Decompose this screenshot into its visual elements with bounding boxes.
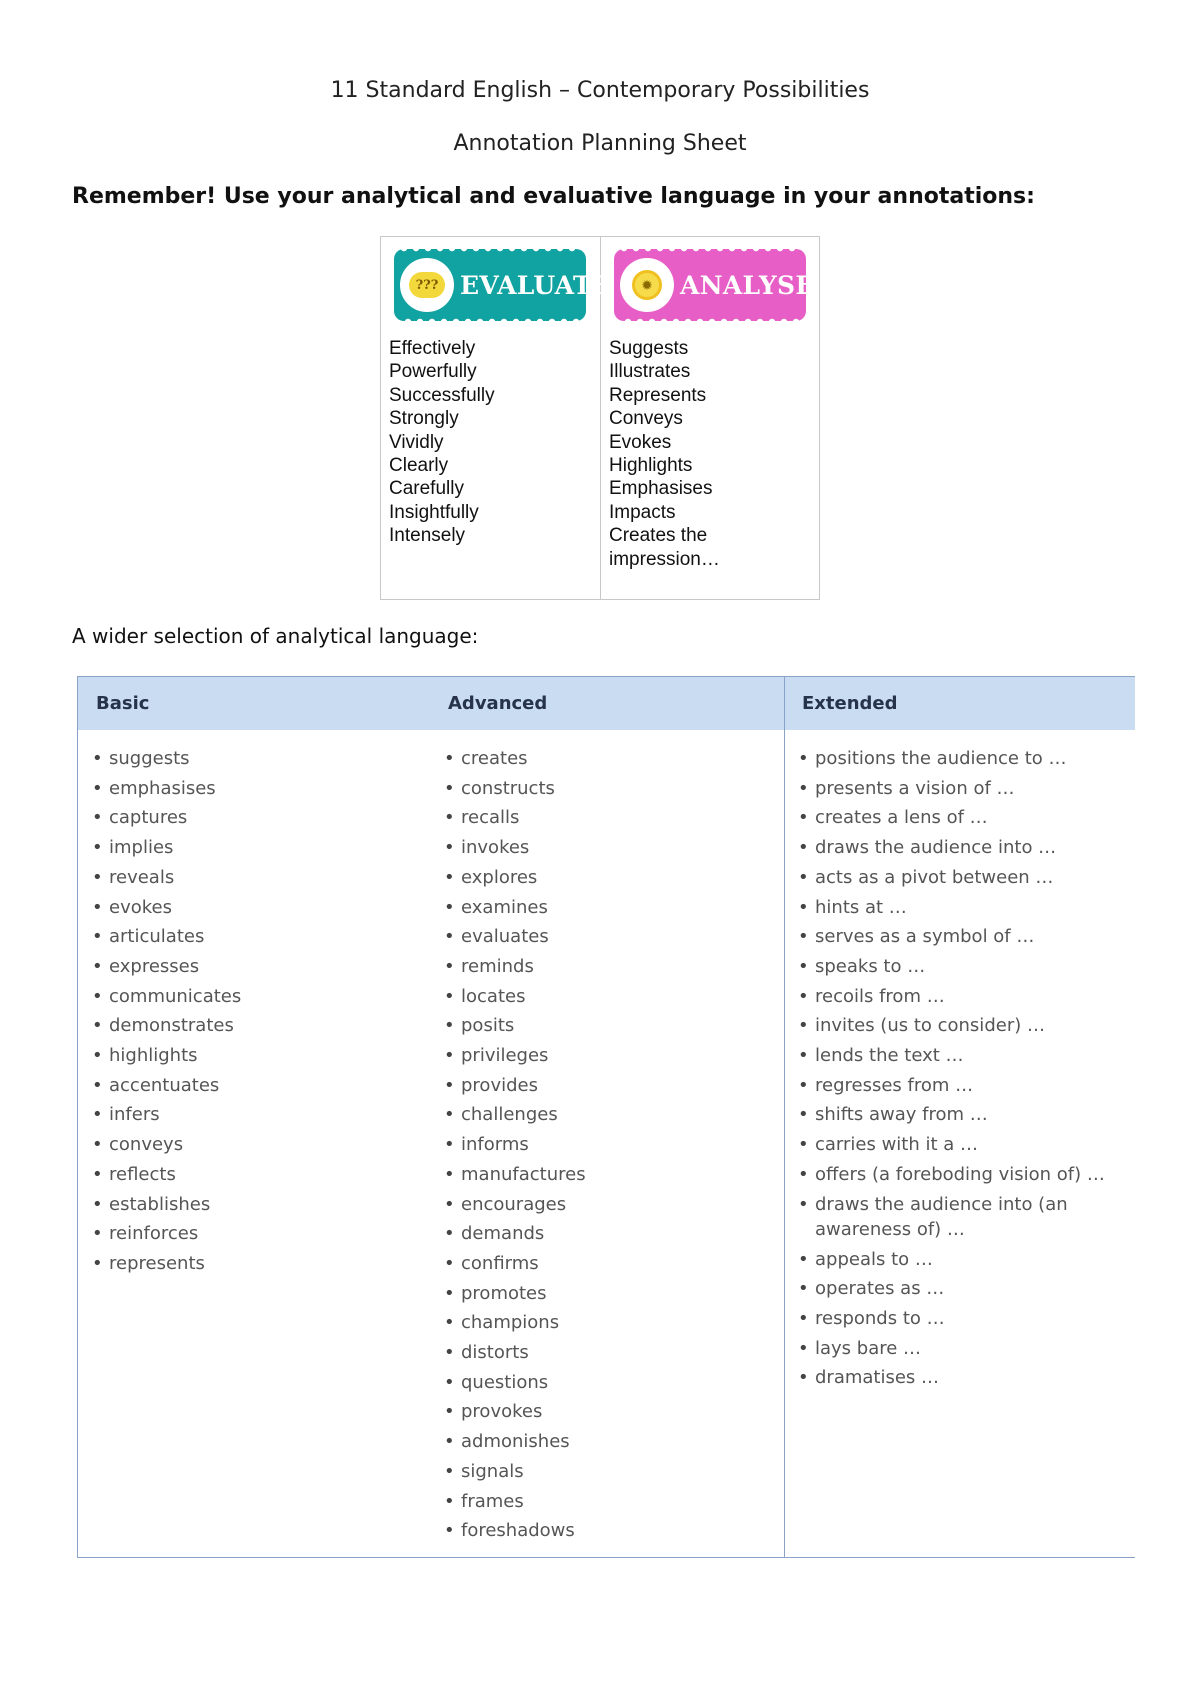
list-item: • informs: [444, 1130, 586, 1160]
list-item: • examines: [444, 893, 586, 923]
list-item: • reflects: [92, 1160, 241, 1190]
list-item: • posits: [444, 1011, 586, 1041]
list-item: • draws the audience into (an awareness of) …: [798, 1190, 1128, 1245]
extended-column-list: [798, 744, 1128, 1393]
list-item: • accentuates: [92, 1071, 241, 1101]
list-item: • invokes: [444, 833, 586, 863]
list-item: • privileges: [444, 1041, 586, 1071]
analyse-word-list: [609, 337, 809, 571]
column-header-extended: Extended: [802, 693, 898, 714]
list-item: • positions the audience to …: [798, 744, 1128, 774]
list-item: • frames: [444, 1487, 586, 1517]
evaluate-word-list: [389, 337, 495, 548]
thought-cloud-icon: ???: [400, 258, 454, 312]
list-item: • signals: [444, 1457, 586, 1487]
analyse-word: impression…: [609, 548, 720, 570]
column-header-advanced: Advanced: [448, 693, 548, 714]
column-header-basic: Basic: [96, 693, 150, 714]
list-item: • confirms: [444, 1249, 586, 1279]
list-item: • emphasises: [92, 774, 241, 804]
basic-column-list: [92, 744, 241, 1279]
lightbulb-icon: ✹: [620, 258, 674, 312]
list-item: • provokes: [444, 1397, 586, 1427]
list-item: • lends the text …: [798, 1041, 1128, 1071]
list-item: • represents: [92, 1249, 241, 1279]
list-item: • creates: [444, 744, 586, 774]
analyse-word: Illustrates: [609, 361, 691, 383]
list-item: • admonishes: [444, 1427, 586, 1457]
list-item: • shifts away from …: [798, 1100, 1128, 1130]
list-item: • hints at …: [798, 893, 1128, 923]
document-subtitle: Annotation Planning Sheet: [453, 131, 747, 156]
list-item: • articulates: [92, 922, 241, 952]
list-item: • carries with it a …: [798, 1130, 1128, 1160]
document-title: 11 Standard English – Contemporary Possibilities: [330, 78, 870, 103]
evaluate-word: Carefully: [389, 478, 464, 500]
list-item: • explores: [444, 863, 586, 893]
evaluate-word: Powerfully: [389, 361, 477, 383]
evaluate-word: Strongly: [389, 408, 459, 430]
list-item: • acts as a pivot between …: [798, 863, 1128, 893]
list-item: • reminds: [444, 952, 586, 982]
evaluate-word: Clearly: [389, 455, 449, 477]
list-item: • speaks to …: [798, 952, 1128, 982]
evaluate-label: EVALUATE: [460, 270, 612, 300]
list-item: • distorts: [444, 1338, 586, 1368]
evaluate-analyse-box: [380, 236, 820, 600]
column-divider: [784, 677, 785, 1557]
evaluate-word: Successfully: [389, 384, 495, 406]
list-item: • provides: [444, 1071, 586, 1101]
list-item: • locates: [444, 982, 586, 1012]
analyse-word: Creates the: [609, 525, 708, 547]
list-item: • challenges: [444, 1100, 586, 1130]
list-item: • regresses from …: [798, 1071, 1128, 1101]
analyse-word: Suggests: [609, 338, 689, 359]
analyse-word: Represents: [609, 384, 707, 406]
analytical-language-table: [77, 676, 1135, 1558]
evaluate-word: Effectively: [389, 338, 476, 359]
analyse-word: Emphasises: [609, 478, 713, 500]
list-item: • reinforces: [92, 1219, 241, 1249]
list-item: • draws the audience into …: [798, 833, 1128, 863]
list-item: • invites (us to consider) …: [798, 1011, 1128, 1041]
analyse-label: ANALYSE: [680, 270, 815, 300]
list-item: • establishes: [92, 1190, 241, 1220]
list-item: • suggests: [92, 744, 241, 774]
list-item: • offers (a foreboding vision of) …: [798, 1160, 1128, 1190]
list-item: • evaluates: [444, 922, 586, 952]
list-item: • presents a vision of …: [798, 774, 1128, 804]
evaluate-word: Insightfully: [389, 501, 479, 523]
list-item: • appeals to …: [798, 1245, 1128, 1275]
list-item: • lays bare …: [798, 1334, 1128, 1364]
list-item: • recalls: [444, 803, 586, 833]
list-item: • serves as a symbol of …: [798, 922, 1128, 952]
wider-selection-intro: A wider selection of analytical language:: [72, 624, 479, 648]
list-item: • evokes: [92, 893, 241, 923]
list-item: • communicates: [92, 982, 241, 1012]
evaluate-word: Vividly: [389, 431, 444, 453]
list-item: • demands: [444, 1219, 586, 1249]
analyse-banner: [614, 249, 815, 321]
advanced-column-list: [444, 744, 586, 1546]
remember-instruction: Remember! Use your analytical and evaluative language in your annotations:: [72, 184, 1035, 209]
analyse-word: Impacts: [609, 501, 676, 523]
list-item: • infers: [92, 1100, 241, 1130]
list-item: • demonstrates: [92, 1011, 241, 1041]
evaluate-banner: [394, 249, 612, 321]
list-item: • expresses: [92, 952, 241, 982]
list-item: • champions: [444, 1308, 586, 1338]
analyse-word: Highlights: [609, 455, 693, 477]
list-item: • foreshadows: [444, 1516, 586, 1546]
table-header: [78, 677, 1135, 730]
list-item: • implies: [92, 833, 241, 863]
evaluate-word: Intensely: [389, 525, 466, 547]
list-item: • conveys: [92, 1130, 241, 1160]
list-item: • manufactures: [444, 1160, 586, 1190]
list-item: • captures: [92, 803, 241, 833]
analyse-word: Conveys: [609, 408, 683, 430]
list-item: • responds to …: [798, 1304, 1128, 1334]
analyse-word: Evokes: [609, 431, 672, 453]
list-item: • encourages: [444, 1190, 586, 1220]
list-item: • promotes: [444, 1279, 586, 1309]
list-item: • reveals: [92, 863, 241, 893]
list-item: • operates as …: [798, 1274, 1128, 1304]
list-item: • dramatises …: [798, 1363, 1128, 1393]
list-item: • creates a lens of …: [798, 803, 1128, 833]
list-item: • recoils from …: [798, 982, 1128, 1012]
list-item: • questions: [444, 1368, 586, 1398]
list-item: • constructs: [444, 774, 586, 804]
list-item: • highlights: [92, 1041, 241, 1071]
